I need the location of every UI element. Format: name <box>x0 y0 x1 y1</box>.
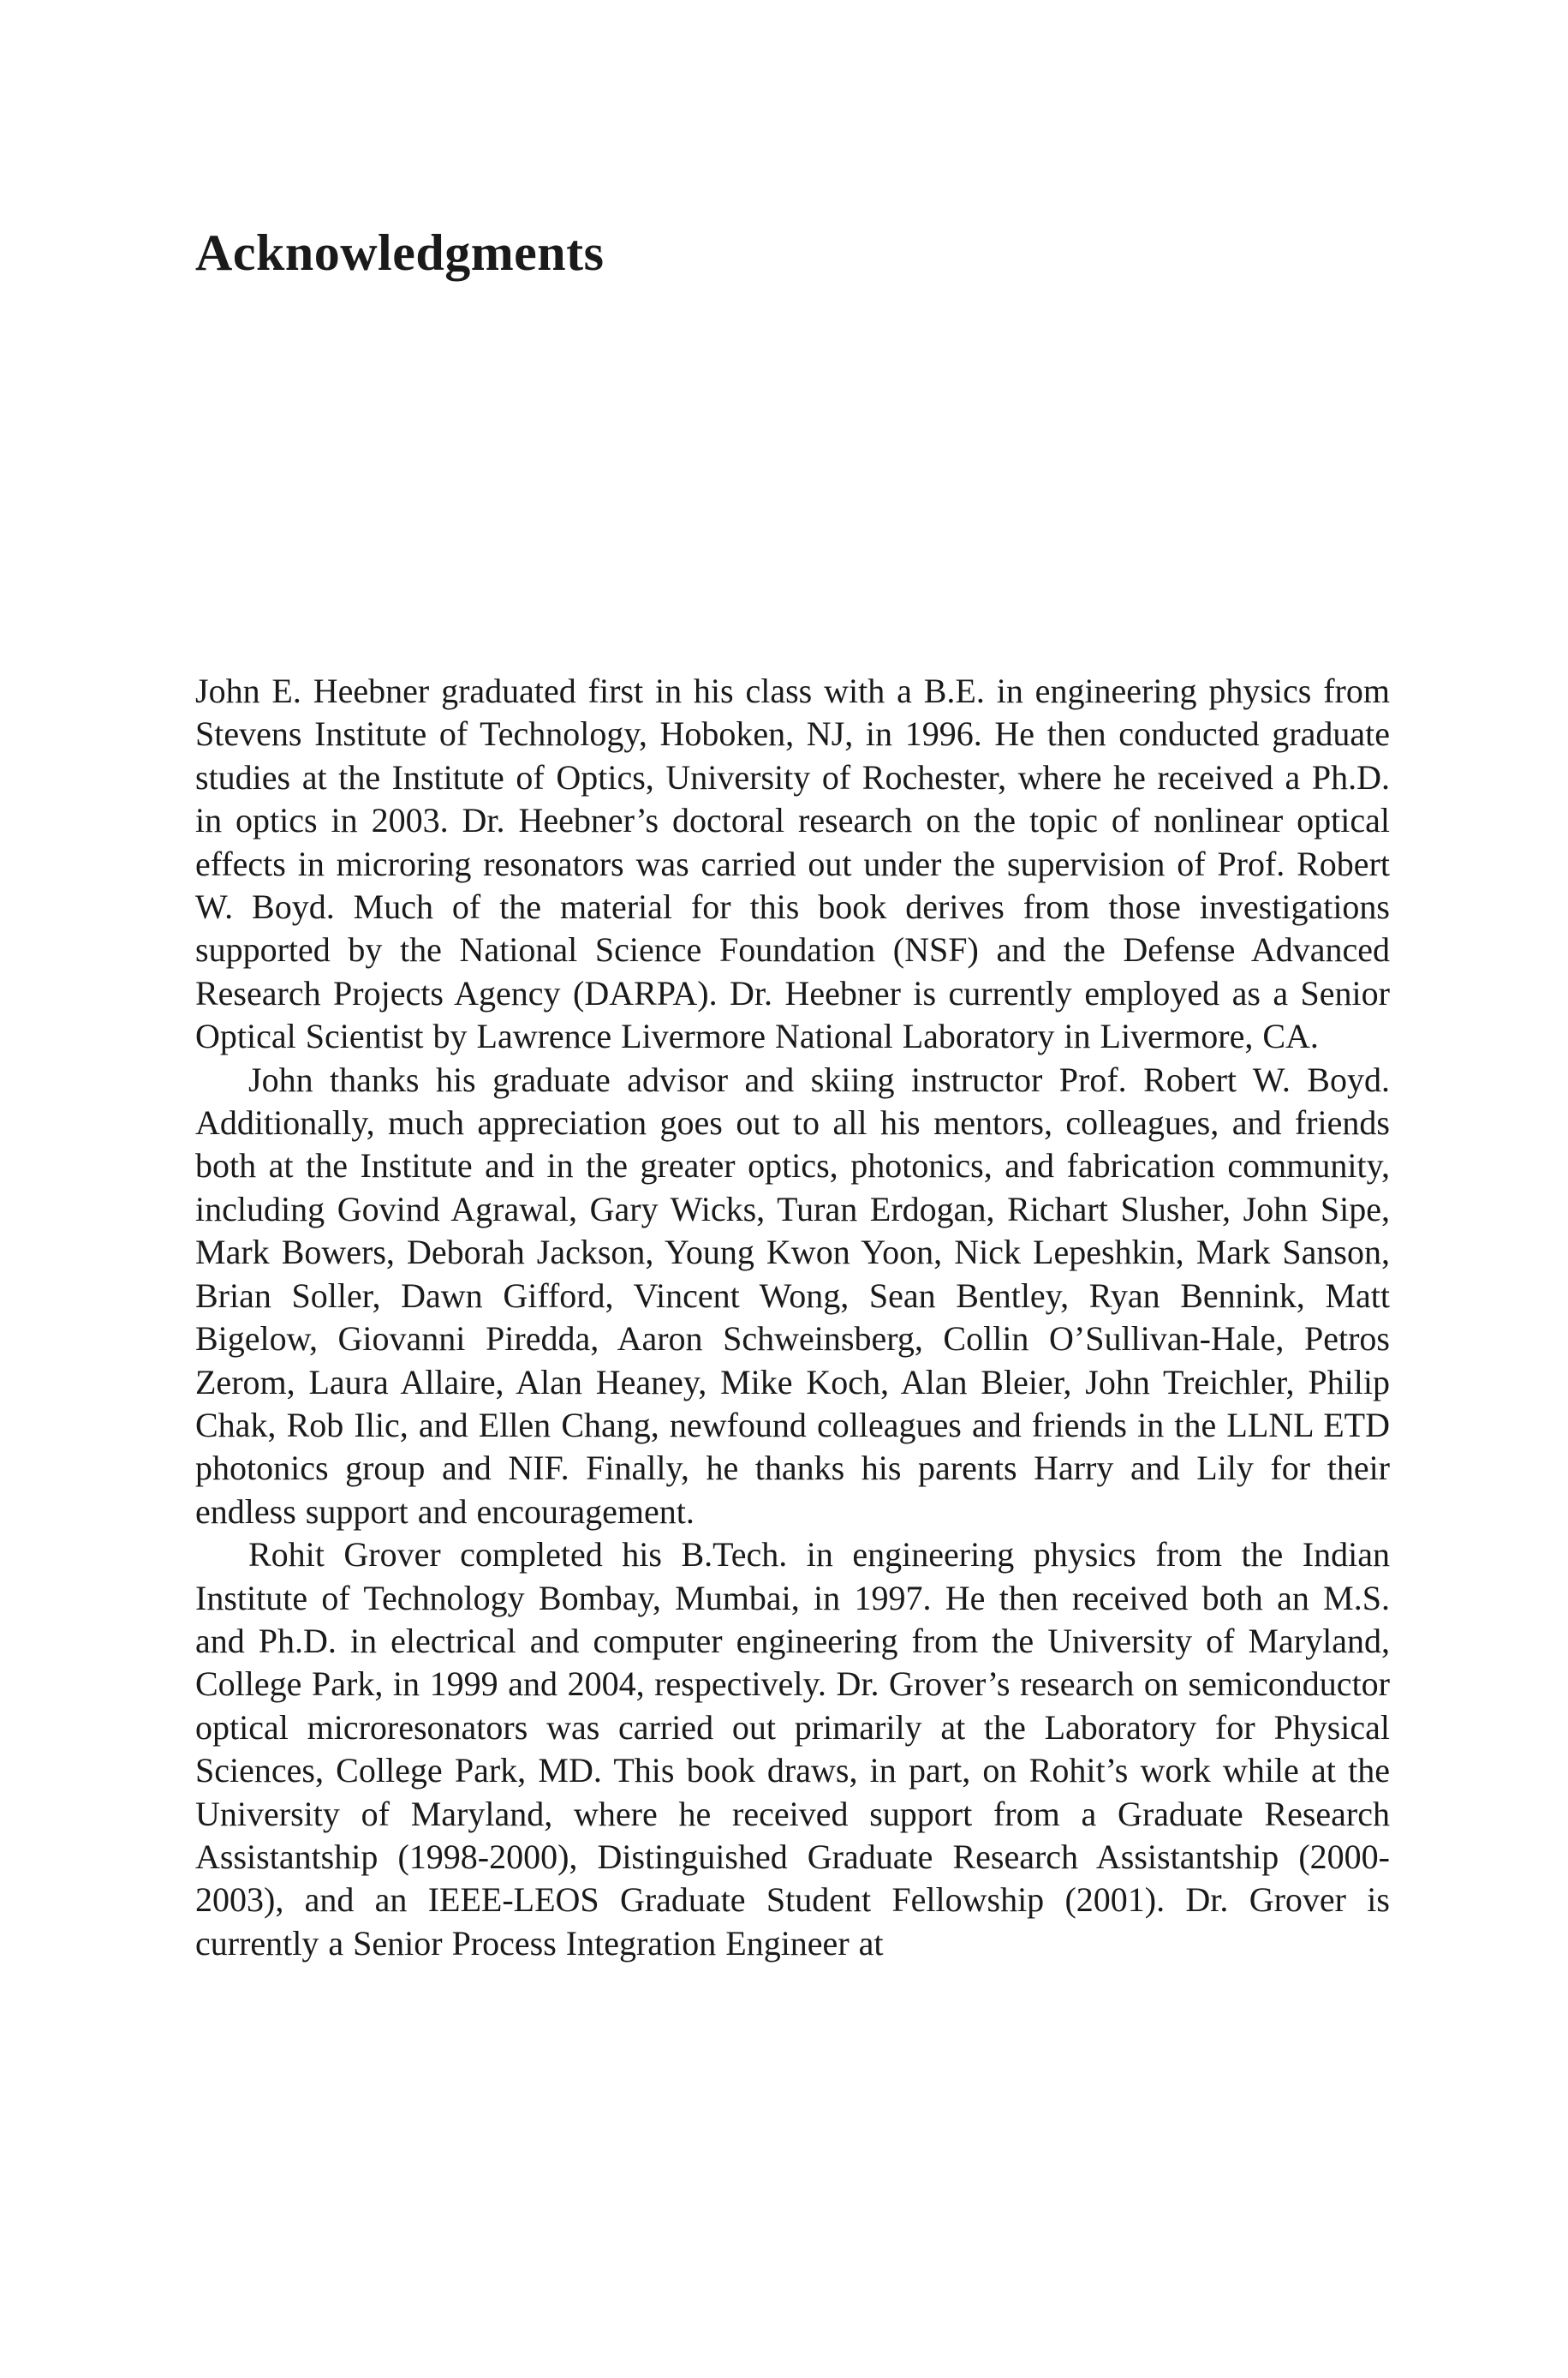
paragraph-heebner-thanks: John thanks his graduate advisor and skiing instructor Prof. Robert W. Boyd. Additionally, much appreciation goes out to all his mentors, colleagues, and friends both at the Institute and in the greater optics, photonics, and fabrication community, including Govind Agrawal, Gary Wicks, Turan Erdogan, Richart Slusher, John Sipe, Mark Bowers, Deborah Jackson, Young Kwon Yoon, Nick Lepeshkin, Mark Sanson, Brian Soller, Dawn Gifford, Vincent Wong, Sean Bentley, Ryan Bennink, Matt Bigelow, Giovanni Piredda, Aaron Schweinsberg, Collin O’Sullivan-Hale, Petros Zerom, Laura Allaire, Alan Heaney, Mike Koch, Alan Bleier, John Treichler, Philip Chak, Rob Ilic, and Ellen Chang, newfound colleagues and friends in the LLNL ETD photonics group and NIF. Finally, he thanks his parents Harry and Lily for their endless support and encouragement. <box>195 1060 1390 1531</box>
paragraph-heebner-bio: John E. Heebner graduated first in his class with a B.E. in engineering physics from Stevens Institute of Technology, Hoboken, NJ, in 1996. He then conducted graduate studies at the Institute of Optics, University of Rochester, where he received a Ph.D. in optics in 2003. Dr. Heebner’s doctoral research on the topic of nonlinear optical effects in microring resonators was carried out under the supervision of Prof. Robert W. Boyd. Much of the material for this book derives from those investigations supported by the National Science Foundation (NSF) and the Defense Advanced Research Projects Agency (DARPA). Dr. Heebner is currently employed as a Senior Optical Scientist by Lawrence Livermore National Laboratory in Livermore, CA. <box>195 672 1390 1056</box>
body-text <box>195 670 1390 1965</box>
page-title: Acknowledgments <box>195 224 605 281</box>
paragraph-grover-bio: Rohit Grover completed his B.Tech. in engineering physics from the Indian Institute of Technology Bombay, Mumbai, in 1997. He then received both an M.S. and Ph.D. in electrical and computer engineering from the University of Maryland, College Park, in 1999 and 2004, respectively. Dr. Grover’s research on semiconductor optical microresonators was carried out primarily at the Laboratory for Physical Sciences, College Park, MD. This book draws, in part, on Rohit’s work while at the University of Maryland, where he received support from a Graduate Research Assistantship (1998-2000), Distinguished Graduate Research Assistantship (2000-2003), and an IEEE-LEOS Graduate Student Fellowship (2001). Dr. Grover is currently a Senior Process Integration Engineer at <box>195 1535 1390 1963</box>
